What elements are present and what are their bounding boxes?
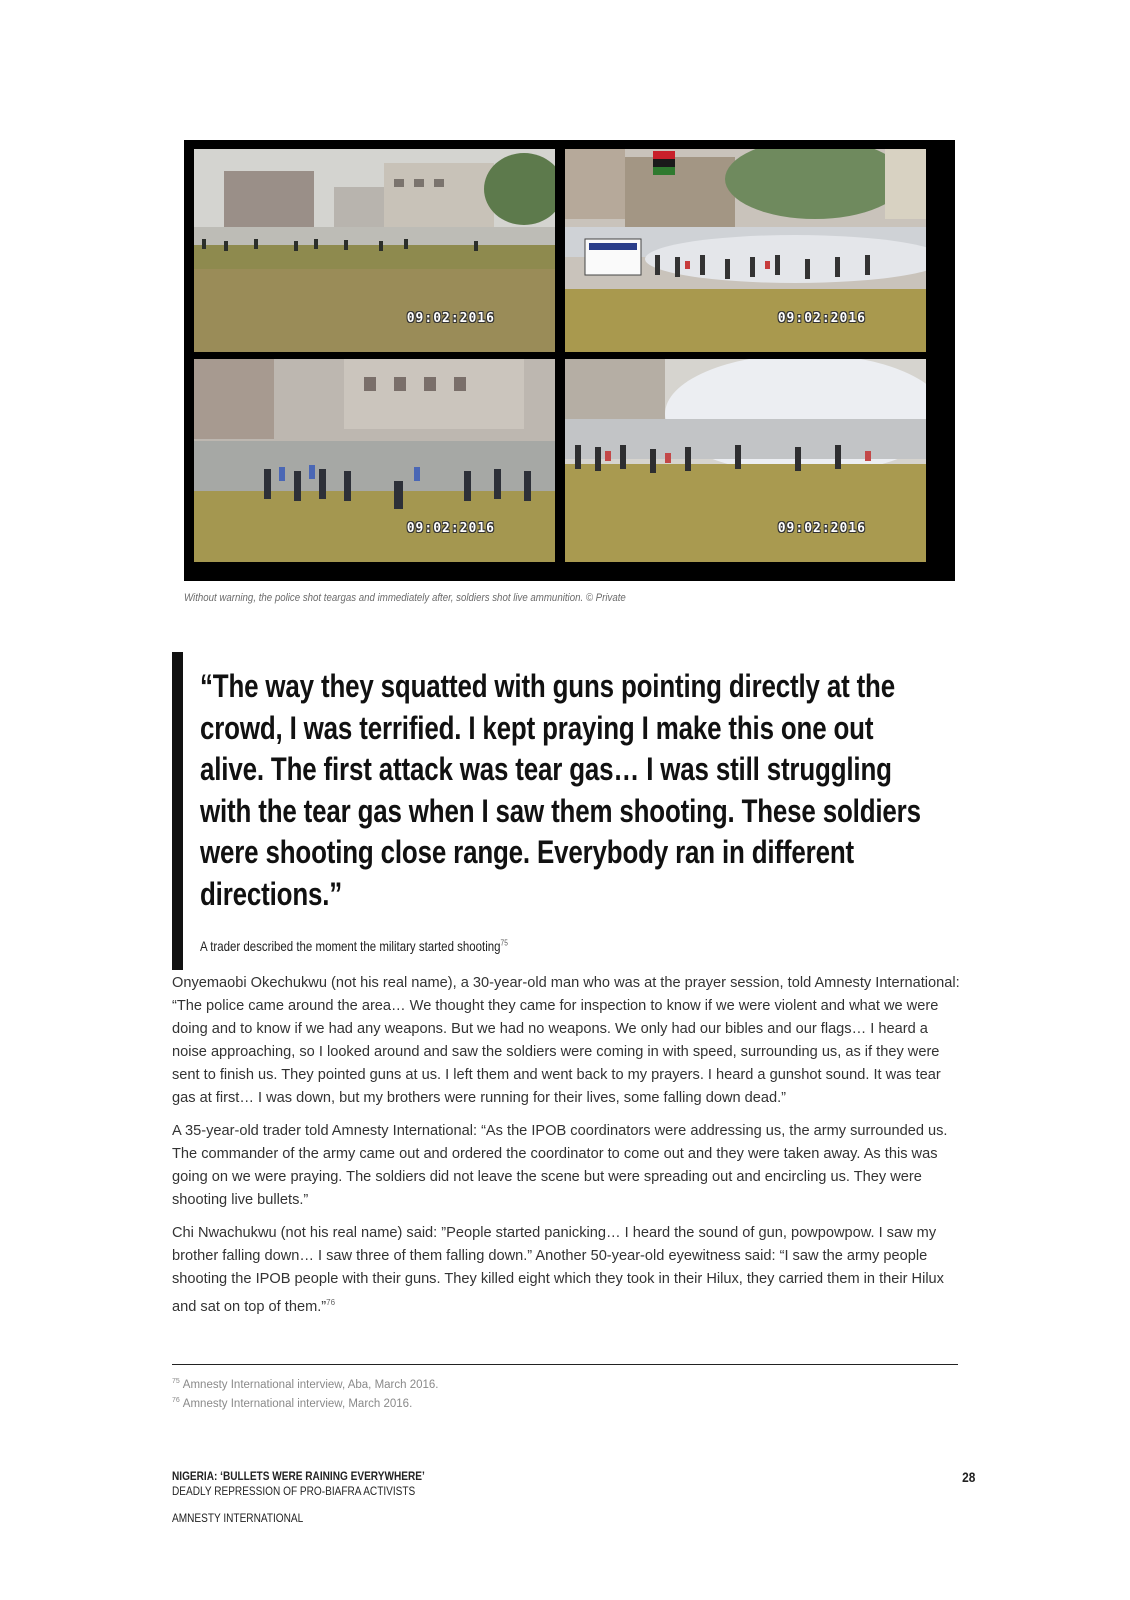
footnote-divider xyxy=(172,1364,958,1365)
timestamp-3: 09:02:2016 xyxy=(406,521,495,536)
organization-name: AMNESTY INTERNATIONAL xyxy=(172,1511,304,1525)
paragraph-3-text: Chi Nwachukwu (not his real name) said: ”People started panicking… I heard the sound of gun, powpowpow. I saw my brother falling down… I saw three of them falling down.” Another 50-year-old eyewitness said: “I saw the army people shooting the IPOB people with their guns. They killed eight which they took in their Hilux, they carried them in their Hilux and sat on top of them.” xyxy=(172,1225,944,1315)
footnotes xyxy=(172,1374,439,1412)
footnote-text: Amnesty International interview, March 2016. xyxy=(182,1397,413,1410)
report-title: NIGERIA: ‘BULLETS WERE RAINING EVERYWHERE’ xyxy=(172,1469,425,1483)
photo-panel-2 xyxy=(565,149,926,352)
paragraph-3 xyxy=(172,1222,962,1319)
photo-panel-4 xyxy=(565,359,926,562)
photo-panel-1 xyxy=(194,149,555,352)
timestamp-2: 09:02:2016 xyxy=(777,311,866,326)
footnote-ref-76: 76 xyxy=(326,1298,336,1307)
footnote-75 xyxy=(172,1374,439,1393)
footnote-ref-75: 75 xyxy=(500,938,508,948)
quote-bar xyxy=(172,652,183,970)
footnote-text: Amnesty International interview, Aba, March 2016. xyxy=(182,1378,439,1391)
paragraph-2: A 35-year-old trader told Amnesty International: “As the IPOB coordinators were addressing us, the army surrounded us. The commander of the army came out and ordered the coordinator to come out and they were taken away. As this was going on we were praying. The soldiers did not leave the scene but were spreading out and encircling us. They were shooting live bullets.” xyxy=(172,1123,948,1208)
paragraph-1: Onyemaobi Okechukwu (not his real name), a 30-year-old man who was at the prayer session, told Amnesty International: “The police came around the area… We thought they came for inspection to know if we were violent and what we were doing and to know if we had any weapons. But we had no weapons. We only had our bibles and our flags… I heard a noise approaching, so I looked around and saw the soldiers were coming in with speed, surrounding us, as if they were sent to finish us. They pointed guns at us. I left them and went back to my prayers. I heard a gunshot sound. It was tear gas at first… I was down, but my brothers were running for their lives, some falling down dead.” xyxy=(172,975,960,1106)
timestamp-1: 09:02:2016 xyxy=(406,311,495,326)
page-number: 28 xyxy=(962,1469,976,1485)
footnote-76 xyxy=(172,1393,439,1412)
page-footer xyxy=(172,1469,972,1525)
quote-attribution-text: A trader described the moment the military started shooting xyxy=(200,938,501,954)
quote-attribution xyxy=(200,938,692,954)
quote-text: “The way they squatted with guns pointing directly at the crowd, I was terrified. I kept praying I make this one out alive. The first attack was tear gas… I was still struggling with the tear gas when I saw them shooting. These soldiers were shooting close range. Everybody ran in different directions.” xyxy=(200,668,921,912)
pull-quote xyxy=(172,652,972,970)
photo-caption: Without warning, the police shot teargas and immediately after, soldiers shot live ammunition. © Private xyxy=(184,592,626,604)
footnote-number: 76 xyxy=(172,1396,180,1404)
timestamp-4: 09:02:2016 xyxy=(777,521,866,536)
report-subtitle: DEADLY REPRESSION OF PRO-BIAFRA ACTIVISTS xyxy=(172,1484,416,1498)
footnote-number: 75 xyxy=(172,1378,180,1385)
body-text xyxy=(172,972,962,1329)
photo-montage xyxy=(184,140,955,581)
photo-panel-3 xyxy=(194,359,555,562)
